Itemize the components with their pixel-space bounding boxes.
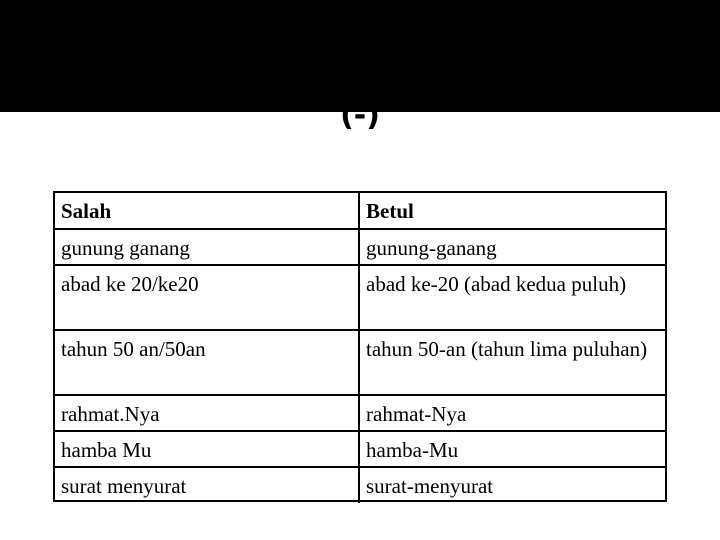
cell-salah: abad ke 20/ke20 [55,265,359,330]
cell-betul: rahmat-Nya [359,395,665,431]
table-row [55,330,665,395]
cell-betul: hamba-Mu [359,431,665,467]
table-row [55,431,665,467]
cell-salah: gunung ganang [55,229,359,265]
cell-salah: tahun 50 an/50an [55,330,359,395]
table-header-row [55,193,665,229]
cell-betul: tahun 50-an (tahun lima puluhan) [359,330,665,395]
header-salah: Salah [55,193,359,229]
slide-subtitle: (-) [340,98,380,133]
cell-salah: hamba Mu [55,431,359,467]
table-row [55,229,665,265]
header-betul: Betul [359,193,665,229]
cell-betul: gunung-ganang [359,229,665,265]
cell-salah: surat menyurat [55,467,359,503]
cell-salah: rahmat.Nya [55,395,359,431]
table-row [55,467,665,503]
table [55,193,665,503]
table-row [55,265,665,330]
comparison-table [53,191,667,502]
title-bar [0,0,720,112]
table-row [55,395,665,431]
cell-betul: abad ke-20 (abad kedua puluh) [359,265,665,330]
cell-betul: surat-menyurat [359,467,665,503]
